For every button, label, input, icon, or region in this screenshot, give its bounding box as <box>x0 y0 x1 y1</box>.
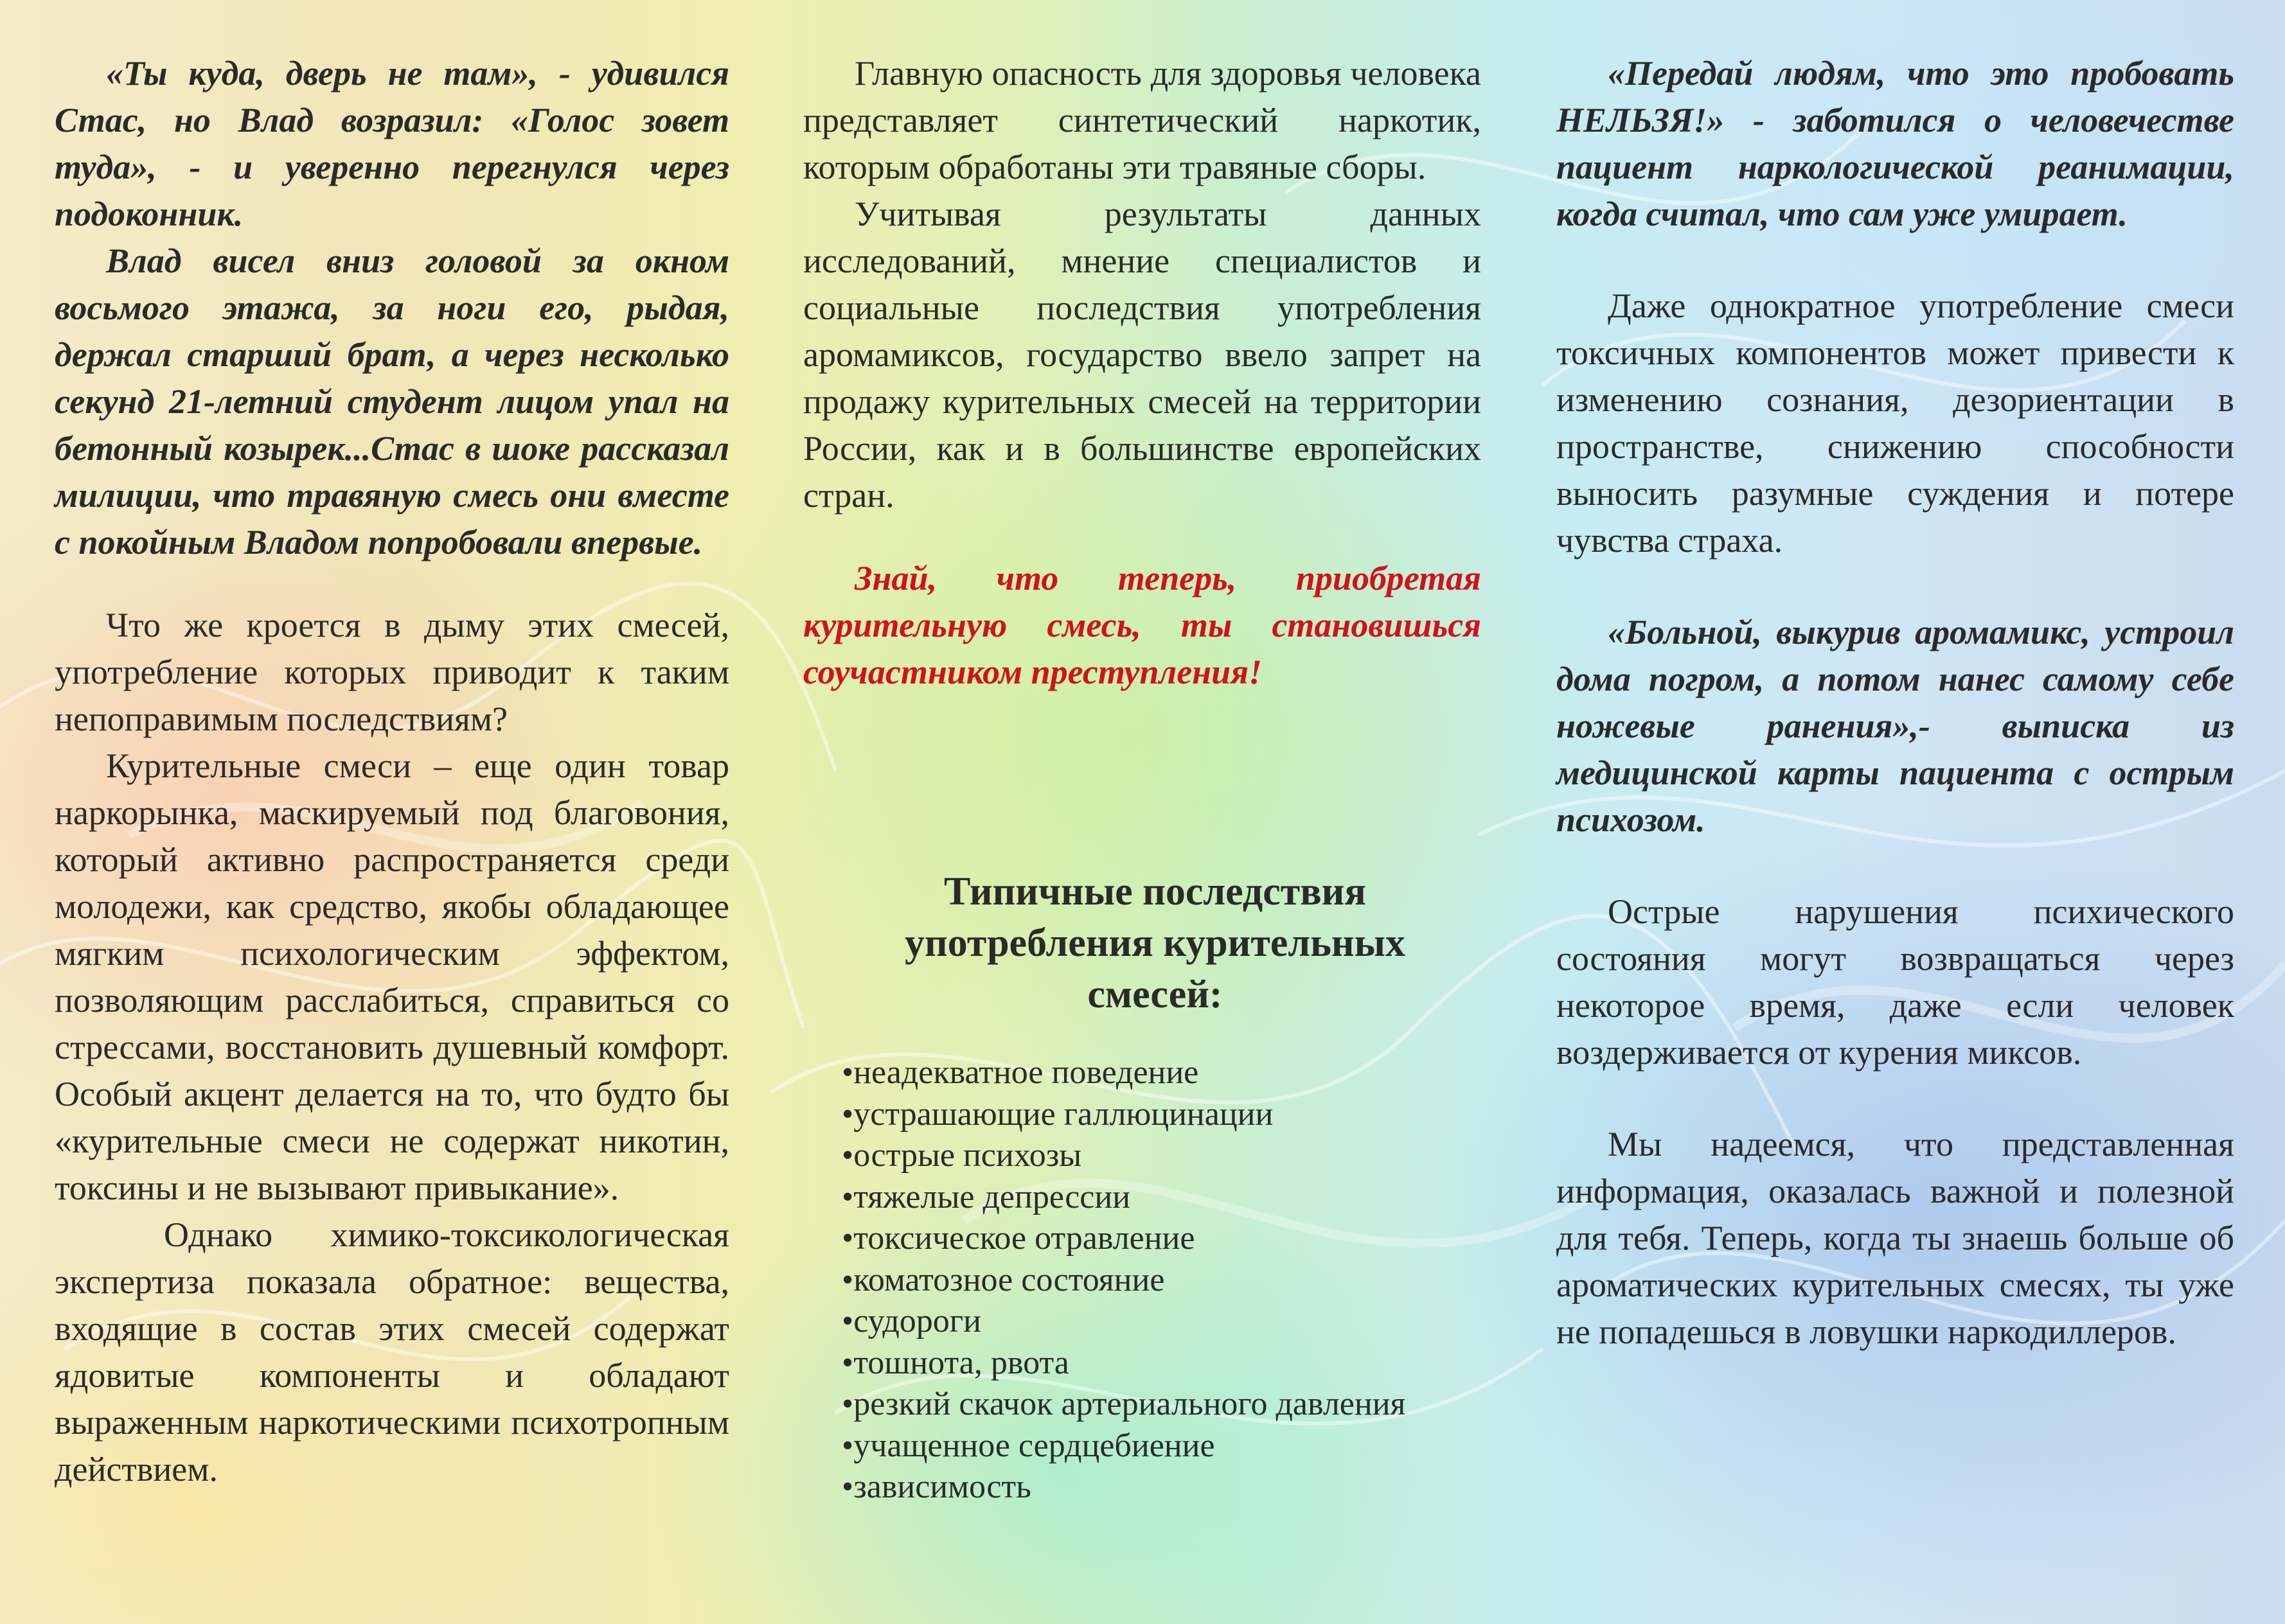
list-item: • устрашающие галлюцинации <box>842 1094 1481 1136</box>
list-item: • острые психозы <box>842 1135 1481 1177</box>
column-right <box>1556 50 2234 1355</box>
question-paragraph: Что же кроется в дыму этих смесей, употребление которых приводит к таким непоправимым последствиям? <box>55 606 729 738</box>
list-item: • коматозное состояние <box>842 1260 1481 1302</box>
heading-line-1: Типичные последствия <box>944 870 1366 914</box>
warning-text: Знай, что теперь, приобретая курительную смесь, ты становишься соучастником преступления! <box>803 559 1481 691</box>
column-middle <box>803 50 1481 1508</box>
list-item: • учащенное сердцебиение <box>842 1425 1481 1467</box>
story-paragraph-2: Влад висел вниз головой за окном восьмого этажа, за ноги его, рыдая, держал старший брат, а через несколько секунд 21-летний студент лицом упал на бетонный козырек...Стас в шоке рассказал милиции, что травяную смесь они вместе с покойным Владом попробовали впервые. <box>55 242 729 561</box>
relapse-paragraph: Острые нарушения психического состояния могут возвращаться через некоторое время, даже если человек воздерживается от курения миксов. <box>1556 892 2234 1072</box>
closing-paragraph: Мы надеемся, что представленная информация, оказалась важной и полезной для тебя. Теперь, когда ты знаешь больше об ароматических курительных смесях, ты уже не попадешься в ловушки наркодиллеров. <box>1556 1125 2234 1351</box>
smoking-mixes-paragraph: Курительные смеси – еще один товар наркорынка, маскируемый под благовония, который активно распространяется среди молодежи, как средство, якобы обладающее мягким психологическим эффектом, позволяющим расслабиться, справиться со стрессами, восстановить душевный комфорт. Особый акцент делается на то, что будто бы «курительные смеси не содержат никотин, токсины и не вызывают привыкание». <box>55 746 729 1207</box>
column-left <box>55 50 729 1493</box>
single-use-paragraph: Даже однократное употребление смеси токсичных компонентов может привести к изменению сознания, дезориентации в пространстве, снижению способности выносить разумные суждения и потере чувства страха. <box>1556 287 2234 560</box>
list-item: • тошнота, рвота <box>842 1343 1481 1384</box>
danger-paragraph: Главную опасность для здоровья человека представляет синтетический наркотик, которым обработаны эти травяные сборы. <box>803 54 1481 186</box>
list-item: • судороги <box>842 1301 1481 1343</box>
list-item: • тяжелые депрессии <box>842 1177 1481 1219</box>
consequences-list <box>842 1052 1481 1508</box>
expertise-paragraph: Однако химико-токсикологическая экспертиза показала обратное: вещества, входящие в состав этих смесей содержат ядовитые компоненты и обладают выраженным наркотическими психотропным действием. <box>55 1215 729 1488</box>
list-item: • зависимость <box>842 1467 1481 1508</box>
list-item: • резкий скачок артериального давления <box>842 1384 1481 1425</box>
consequences-heading <box>803 866 1481 1020</box>
heading-line-2: употребления курительных <box>904 921 1406 965</box>
list-item: • токсическое отравление <box>842 1218 1481 1260</box>
ban-paragraph: Учитывая результаты данных исследований, мнение специалистов и социальные последствия употребления аромамиксов, государство ввело запрет на продажу курительных смесей на территории России, как и в большинстве европейских стран. <box>803 195 1481 515</box>
patient-quote-1: «Передай людям, что это пробовать НЕЛЬЗЯ!» - заботился о человечестве пациент наркологической реанимации, когда считал, что сам уже умирает. <box>1556 54 2234 233</box>
story-paragraph-1: «Ты куда, дверь не там», - удивился Стас, но Влад возразил: «Голос зовет туда», - и уверенно перегнулся через подоконник. <box>55 54 729 233</box>
patient-quote-2: «Больной, выкурив аромамикс, устроил дома погром, а потом нанес самому себе ножевые ранения»,- выписка из медицинской карты пациента с острым психозом. <box>1556 613 2234 839</box>
heading-line-3: смесей: <box>1087 973 1223 1016</box>
list-item: • неадекватное поведение <box>842 1052 1481 1094</box>
